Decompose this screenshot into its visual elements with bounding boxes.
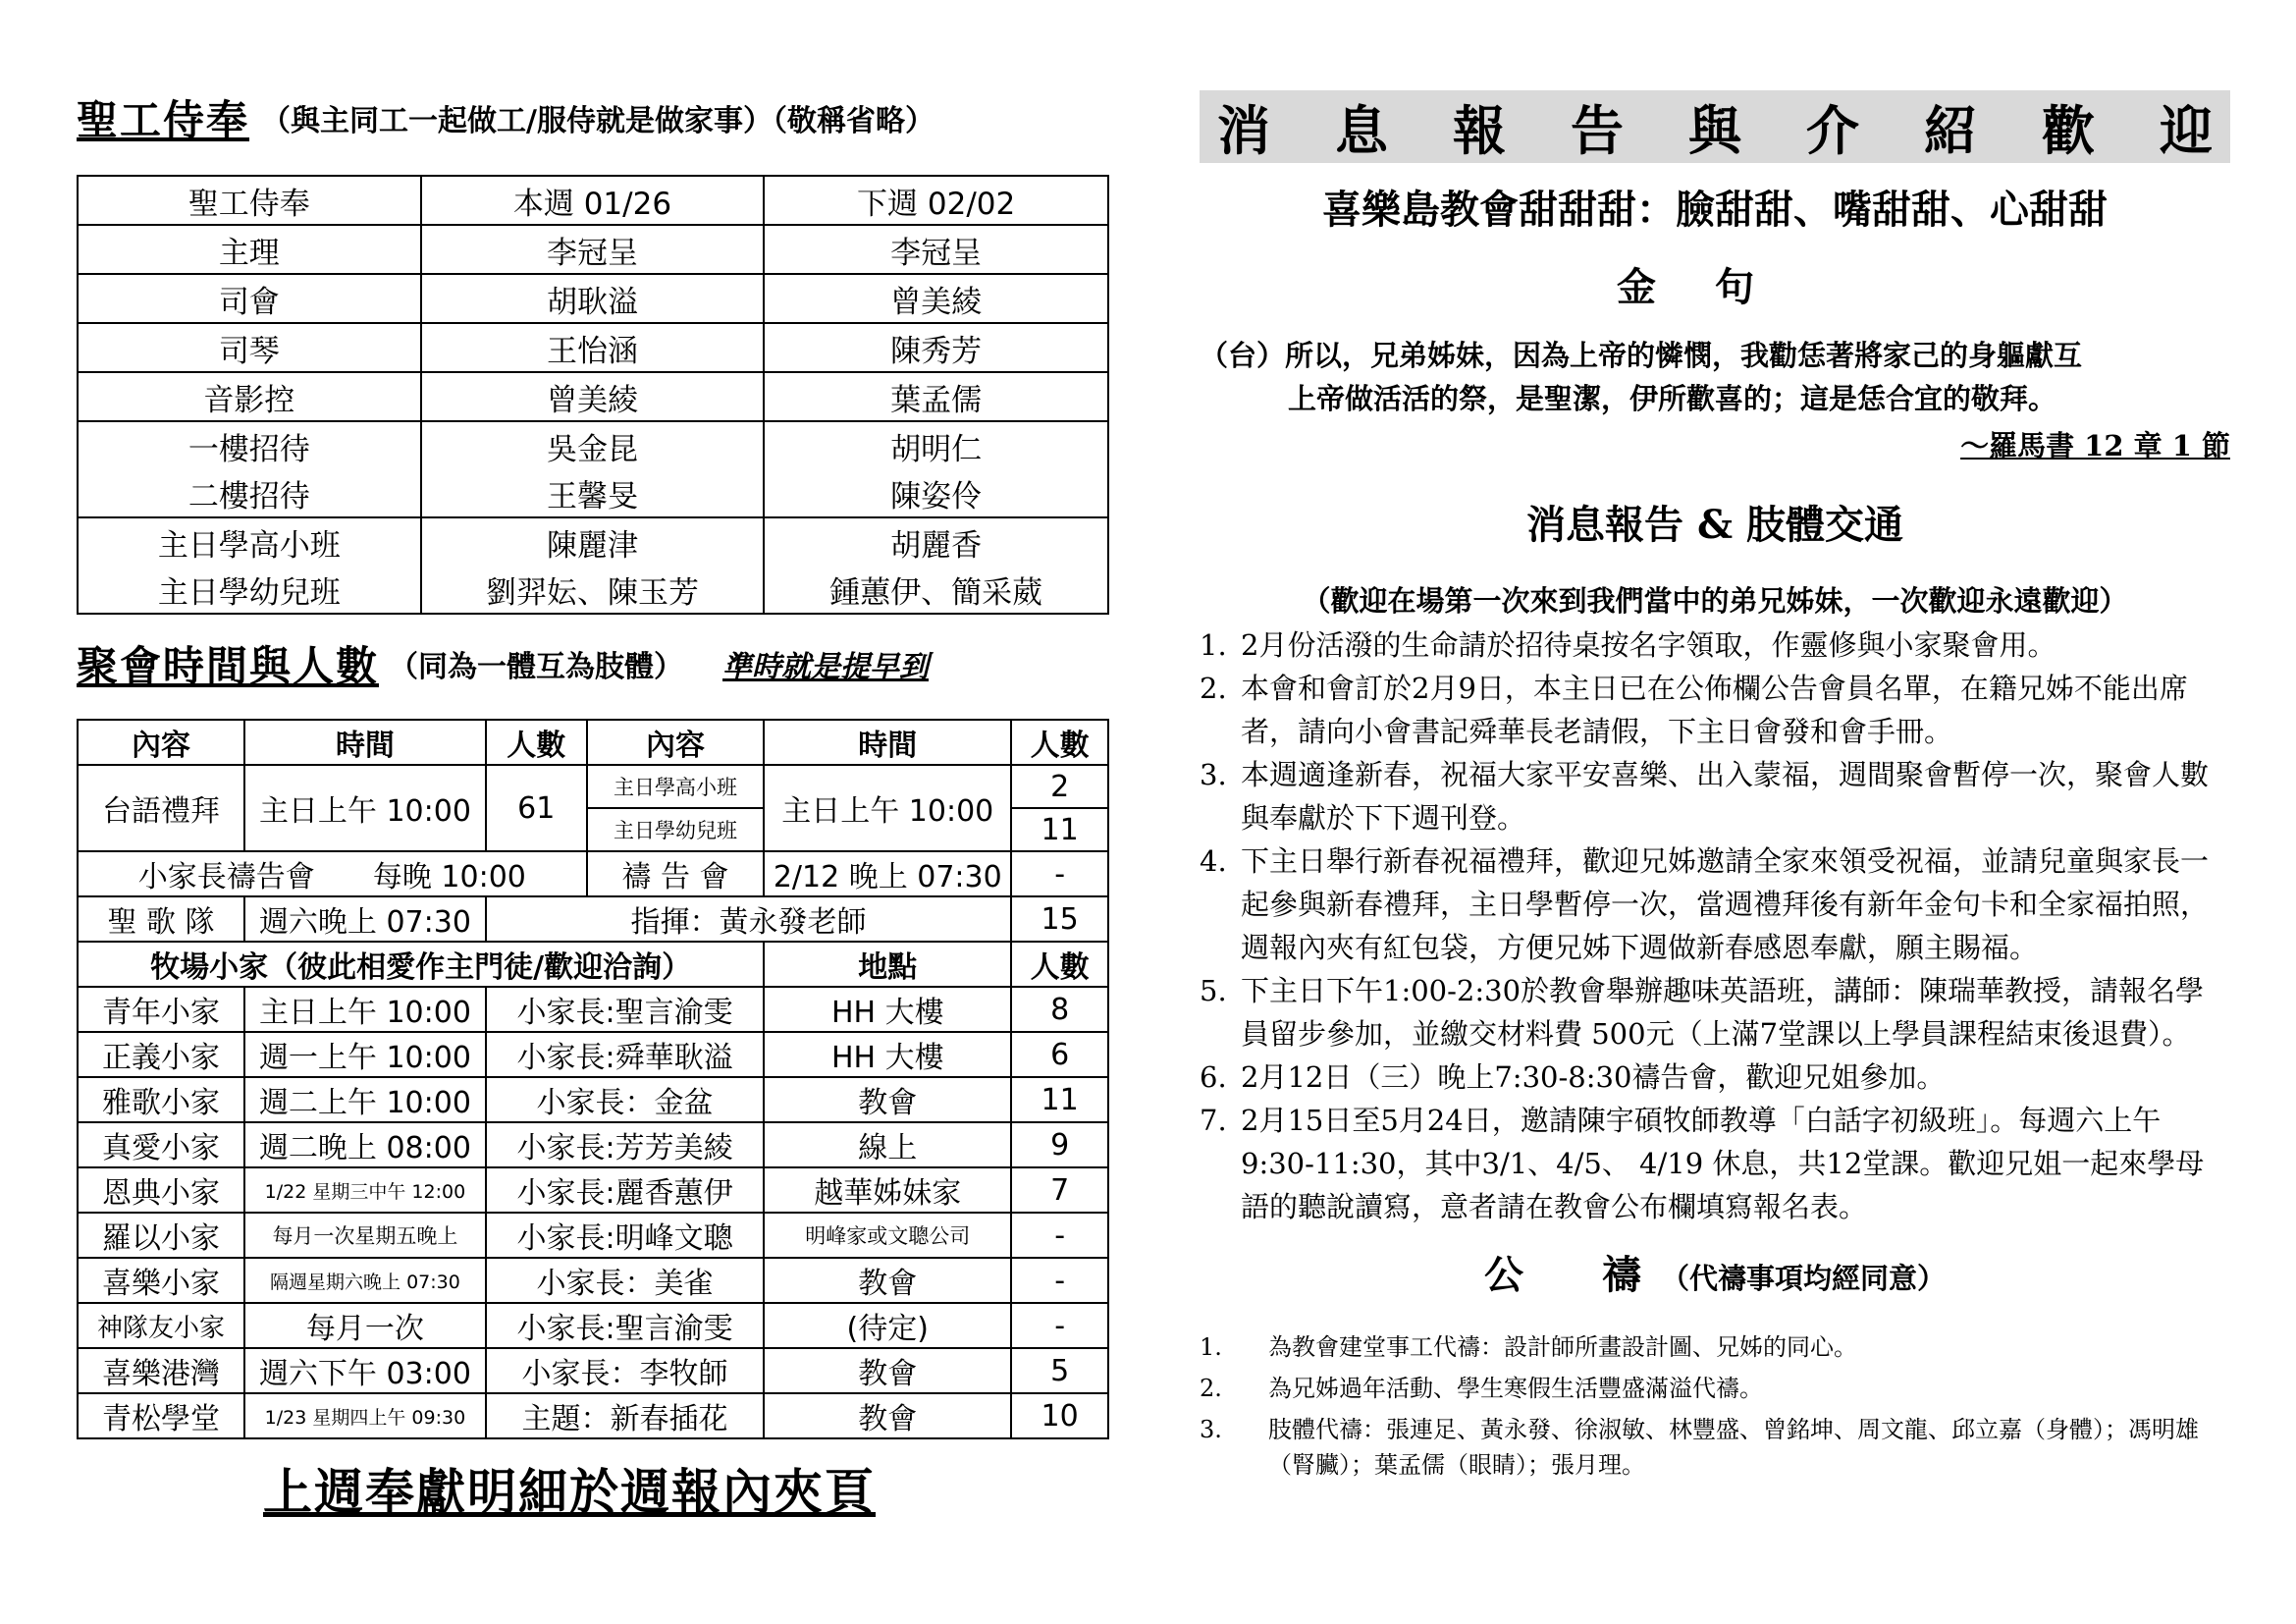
group-header-title: 牧場小家（彼此相愛作主門徒/歡迎洽詢） <box>78 942 764 987</box>
prayer-list <box>1200 1329 2230 1483</box>
table-row <box>78 225 1108 274</box>
group-leader: 小家長:麗香蕙伊 <box>486 1167 764 1213</box>
table-row <box>78 1077 1108 1122</box>
prayer-num: 3. <box>1200 1416 1222 1443</box>
group-name: 喜樂小家 <box>78 1258 244 1303</box>
news-num: 6. <box>1200 1060 1227 1094</box>
worship-name: 台語禮拜 <box>78 765 244 851</box>
prayer-subtitle: （代禱事項均經同意） <box>1660 1262 1946 1295</box>
list-item <box>1200 1371 2230 1406</box>
leaders-prayer-name: 小家長禱告會 <box>137 860 315 894</box>
prayer-meeting-time: 2/12 晚上 07:30 <box>764 851 1011 896</box>
sunday-school-upper-name: 主日學高小班 <box>587 765 765 808</box>
table-row <box>78 1213 1108 1258</box>
news-title: 消息報告 & 肢體交通 <box>1526 502 1903 548</box>
group-leader: 小家長:芳芳美綾 <box>486 1122 764 1167</box>
group-place: 教會 <box>764 1258 1011 1303</box>
meeting-section-title <box>77 634 1109 693</box>
news-num: 3. <box>1200 758 1227 791</box>
news-text: 本週適逢新春，祝福大家平安喜樂、出入蒙福，週間聚會暫停一次，聚會人數與奉獻於下下週刊登。 <box>1241 758 2210 835</box>
group-time: 週一上午 10:00 <box>244 1032 486 1077</box>
prayer-meeting-name: 禱 告 會 <box>587 851 765 896</box>
group-header-place: 地點 <box>764 942 1011 987</box>
group-place: 越華姊妹家 <box>764 1167 1011 1213</box>
news-text: 下主日舉行新春祝福禮拜，歡迎兄姊邀請全家來領受祝福，並請兒童與家長一起參與新春禮拜，主日學暫停一次，當週禮拜後有新年金句卡和全家福拍照，週報內夾有紅包袋，方便兄姊下週做新春感恩奉獻，願主賜福。 <box>1241 844 2210 964</box>
prayer-text: 為教會建堂事工代禱：設計師所畫設計圖、兄姊的同心。 <box>1268 1333 1857 1361</box>
list-item <box>1200 667 2230 753</box>
choir-conductor: 指揮：黃永發老師 <box>486 896 1011 942</box>
service-this-week: 王怡涵 <box>421 323 765 372</box>
table-row <box>78 851 1108 896</box>
choir-time: 週六晚上 07:30 <box>244 896 486 942</box>
service-title-main: 聖工侍奉 <box>77 96 250 144</box>
group-name: 真愛小家 <box>78 1122 244 1167</box>
banner-char: 紹 <box>1924 98 1977 162</box>
service-table-header <box>78 176 1108 225</box>
group-time: 每月一次 <box>244 1303 486 1348</box>
group-place: (待定) <box>764 1303 1011 1348</box>
sunday-school-kids-count: 11 <box>1011 808 1108 851</box>
banner-char: 與 <box>1688 98 1741 162</box>
church-slogan: 喜樂島教會甜甜甜：臉甜甜、嘴甜甜、心甜甜 <box>1322 187 2108 233</box>
group-count: 9 <box>1011 1122 1108 1167</box>
table-row <box>78 1348 1108 1393</box>
table-row <box>78 274 1108 323</box>
service-role: 司琴 <box>78 323 421 372</box>
meeting-title-sub: （同為一體互為肢體） <box>389 650 684 684</box>
news-list <box>1200 623 2230 1228</box>
service-this-week: 劉羿妘、陳玉芳 <box>421 566 765 614</box>
news-banner <box>1200 90 2230 163</box>
table-row <box>78 372 1108 421</box>
meeting-header-count: 人數 <box>486 720 587 765</box>
list-item <box>1200 1056 2230 1099</box>
meeting-title-motto: 準時就是提早到 <box>722 650 930 684</box>
service-this-week: 吳金昆 <box>421 421 765 469</box>
table-row <box>78 1032 1108 1077</box>
news-text: 2月15日至5月24日，邀請陳宇碩牧師教導「白話字初級班」。每週六上午9:30-11:30，其中3/1、4/5、 4/19 休息，共12堂課。歡迎兄姐一起來學母語的聽說讀寫，意者請在教會公布欄填寫報名表。 <box>1241 1104 2205 1223</box>
group-place: HH 大樓 <box>764 987 1011 1032</box>
news-text: 2月份活潑的生命請於招待桌按名字領取，作靈修與小家聚會用。 <box>1241 628 2056 662</box>
table-row <box>78 1122 1108 1167</box>
group-time: 1/22 星期三中午 12:00 <box>244 1167 486 1213</box>
service-next-week: 陳姿伶 <box>764 469 1108 517</box>
table-row <box>78 1303 1108 1348</box>
group-place: HH 大樓 <box>764 1032 1011 1077</box>
service-this-week: 胡耿溢 <box>421 274 765 323</box>
offering-note: 上週奉獻明細於週報內夾頁 <box>263 1463 876 1521</box>
group-name: 青年小家 <box>78 987 244 1032</box>
group-leader: 主題：新春插花 <box>486 1393 764 1438</box>
meeting-header-count-2: 人數 <box>1011 720 1108 765</box>
group-name: 青松學堂 <box>78 1393 244 1438</box>
service-section-title <box>77 88 1109 147</box>
service-header-next-week: 下週 02/02 <box>764 176 1108 225</box>
group-time: 每月一次星期五晚上 <box>244 1213 486 1258</box>
group-count: - <box>1011 1213 1108 1258</box>
meeting-header-content-2: 內容 <box>587 720 765 765</box>
leaders-prayer-cell <box>78 851 587 896</box>
group-time: 週六下午 03:00 <box>244 1348 486 1393</box>
group-leader: 小家長:舜華耿溢 <box>486 1032 764 1077</box>
news-num: 7. <box>1200 1104 1227 1137</box>
worship-time: 主日上午 10:00 <box>244 765 486 851</box>
news-text: 下主日下午1:00-2:30於教會舉辦趣味英語班，講師：陳瑞華教授，請報名學員留步參加，並繳交材料費 500元（上滿7堂課以上學員課程結束後退費）。 <box>1241 974 2205 1051</box>
service-this-week: 陳麗津 <box>421 517 765 566</box>
service-next-week: 鍾蕙伊、簡采葳 <box>764 566 1108 614</box>
group-name: 恩典小家 <box>78 1167 244 1213</box>
group-place: 明峰家或文聰公司 <box>764 1213 1011 1258</box>
news-num: 1. <box>1200 628 1227 662</box>
service-next-week: 陳秀芳 <box>764 323 1108 372</box>
group-leader: 小家長：美雀 <box>486 1258 764 1303</box>
meeting-header-content: 內容 <box>78 720 244 765</box>
list-item <box>1200 1099 2230 1228</box>
table-row <box>78 566 1108 614</box>
group-leader: 小家長:聖言渝雯 <box>486 1303 764 1348</box>
group-leader: 小家長:明峰文聰 <box>486 1213 764 1258</box>
list-item <box>1200 1412 2230 1483</box>
news-num: 4. <box>1200 844 1227 878</box>
group-header-count: 人數 <box>1011 942 1108 987</box>
group-name: 喜樂港灣 <box>78 1348 244 1393</box>
sunday-school-kids-name: 主日學幼兒班 <box>587 808 765 851</box>
service-table <box>77 175 1109 615</box>
group-name: 正義小家 <box>78 1032 244 1077</box>
service-header-role: 聖工侍奉 <box>78 176 421 225</box>
prayer-heading <box>1200 1244 2230 1300</box>
meeting-header-time: 時間 <box>244 720 486 765</box>
news-num: 2. <box>1200 672 1227 705</box>
list-item <box>1200 1329 2230 1365</box>
service-role: 主日學高小班 <box>78 517 421 566</box>
table-row <box>78 1167 1108 1213</box>
list-item <box>1200 969 2230 1056</box>
service-next-week: 葉孟儒 <box>764 372 1108 421</box>
group-count: - <box>1011 1258 1108 1303</box>
banner-char: 介 <box>1806 98 1859 162</box>
leaders-prayer-time: 每晚 10:00 <box>372 860 526 894</box>
group-count: 5 <box>1011 1348 1108 1393</box>
table-row <box>78 896 1108 942</box>
group-leader: 小家長：金盆 <box>486 1077 764 1122</box>
group-count: 6 <box>1011 1032 1108 1077</box>
verse-text <box>1200 334 2230 420</box>
table-row <box>78 987 1108 1032</box>
group-time: 1/23 星期四上午 09:30 <box>244 1393 486 1438</box>
welcome-text: （歡迎在場第一次來到我們當中的弟兄姊妹，一次歡迎永遠歡迎） <box>1302 584 2128 618</box>
group-place: 教會 <box>764 1393 1011 1438</box>
table-row <box>78 421 1108 469</box>
verse-line-1: （台）所以，兄弟姊妹，因為上帝的憐憫，我勸恁著將家己的身軀獻互 <box>1200 339 2083 372</box>
meeting-table <box>77 719 1109 1439</box>
prayer-text: 肢體代禱：張連足、黃永發、徐淑敏、林豐盛、曾銘坤、周文龍、邱立嘉（身體）；馮明雄（腎臟）；葉孟儒（眼睛）；張月理。 <box>1268 1416 2199 1479</box>
list-item <box>1200 839 2230 969</box>
verse-title: 金句 <box>1617 264 1813 310</box>
worship-count: 61 <box>486 765 587 851</box>
service-role: 音影控 <box>78 372 421 421</box>
service-next-week: 胡麗香 <box>764 517 1108 566</box>
service-role: 主理 <box>78 225 421 274</box>
service-next-week: 曾美綾 <box>764 274 1108 323</box>
group-count: - <box>1011 1303 1108 1348</box>
verse-reference: ～羅馬書 12 章 1 節 <box>1960 429 2230 462</box>
group-count: 7 <box>1011 1167 1108 1213</box>
group-time: 週二晚上 08:00 <box>244 1122 486 1167</box>
service-header-this-week: 本週 01/26 <box>421 176 765 225</box>
group-name: 雅歌小家 <box>78 1077 244 1122</box>
group-place: 教會 <box>764 1077 1011 1122</box>
table-row <box>78 323 1108 372</box>
group-leader: 小家長:聖言渝雯 <box>486 987 764 1032</box>
prayer-num: 2. <box>1200 1375 1222 1402</box>
banner-char: 消 <box>1217 98 1270 162</box>
group-name: 神隊友小家 <box>78 1303 244 1348</box>
group-leader: 小家長：李牧師 <box>486 1348 764 1393</box>
verse-line-2: 上帝做活活的祭，是聖潔，伊所歡喜的；這是恁合宜的敬拜。 <box>1288 382 2057 415</box>
group-place: 教會 <box>764 1348 1011 1393</box>
banner-char: 報 <box>1453 98 1506 162</box>
banner-char: 歡 <box>2042 98 2095 162</box>
meeting-title-main: 聚會時間與人數 <box>77 642 380 690</box>
table-row <box>78 517 1108 566</box>
news-text: 本會和會訂於2月9日，本主日已在公佈欄公告會員名單，在籍兄姊不能出席者，請向小會書記舜華長老請假，下主日會發和會手冊。 <box>1241 672 2188 748</box>
right-column <box>1200 90 2230 1489</box>
service-next-week: 胡明仁 <box>764 421 1108 469</box>
service-this-week: 王馨旻 <box>421 469 765 517</box>
service-next-week: 李冠呈 <box>764 225 1108 274</box>
table-row <box>78 1258 1108 1303</box>
group-time: 主日上午 10:00 <box>244 987 486 1032</box>
left-column <box>77 88 1109 1439</box>
group-time: 週二上午 10:00 <box>244 1077 486 1122</box>
list-item <box>1200 623 2230 667</box>
news-num: 5. <box>1200 974 1227 1007</box>
table-row <box>78 469 1108 517</box>
group-count: 8 <box>1011 987 1108 1032</box>
prayer-text: 為兄姊過年活動、學生寒假生活豐盛滿溢代禱。 <box>1268 1375 1763 1402</box>
service-title-sub: （與主同工一起做工/服侍就是做家事）（敬稱省略） <box>261 104 934 138</box>
group-place: 線上 <box>764 1122 1011 1167</box>
service-role: 主日學幼兒班 <box>78 566 421 614</box>
meeting-header-time-2: 時間 <box>764 720 1011 765</box>
group-table-header <box>78 942 1108 987</box>
list-item <box>1200 753 2230 839</box>
group-time: 隔週星期六晚上 07:30 <box>244 1258 486 1303</box>
meeting-table-header <box>78 720 1108 765</box>
choir-name: 聖 歌 隊 <box>78 896 244 942</box>
table-row <box>78 765 1108 808</box>
table-row <box>78 1393 1108 1438</box>
prayer-meeting-count: - <box>1011 851 1108 896</box>
service-role: 一樓招待 <box>78 421 421 469</box>
news-text: 2月12日（三）晚上7:30-8:30禱告會，歡迎兄姐參加。 <box>1241 1060 1946 1094</box>
banner-char: 迎 <box>2160 98 2213 162</box>
banner-char: 告 <box>1571 98 1624 162</box>
group-count: 10 <box>1011 1393 1108 1438</box>
service-role: 司會 <box>78 274 421 323</box>
group-count: 11 <box>1011 1077 1108 1122</box>
banner-char: 息 <box>1335 98 1388 162</box>
service-role: 二樓招待 <box>78 469 421 517</box>
prayer-title: 公禱 <box>1483 1252 1720 1298</box>
service-this-week: 曾美綾 <box>421 372 765 421</box>
group-name: 羅以小家 <box>78 1213 244 1258</box>
service-this-week: 李冠呈 <box>421 225 765 274</box>
choir-count: 15 <box>1011 896 1108 942</box>
sunday-school-upper-count: 2 <box>1011 765 1108 808</box>
sunday-school-time: 主日上午 10:00 <box>764 765 1011 851</box>
prayer-num: 1. <box>1200 1333 1222 1361</box>
